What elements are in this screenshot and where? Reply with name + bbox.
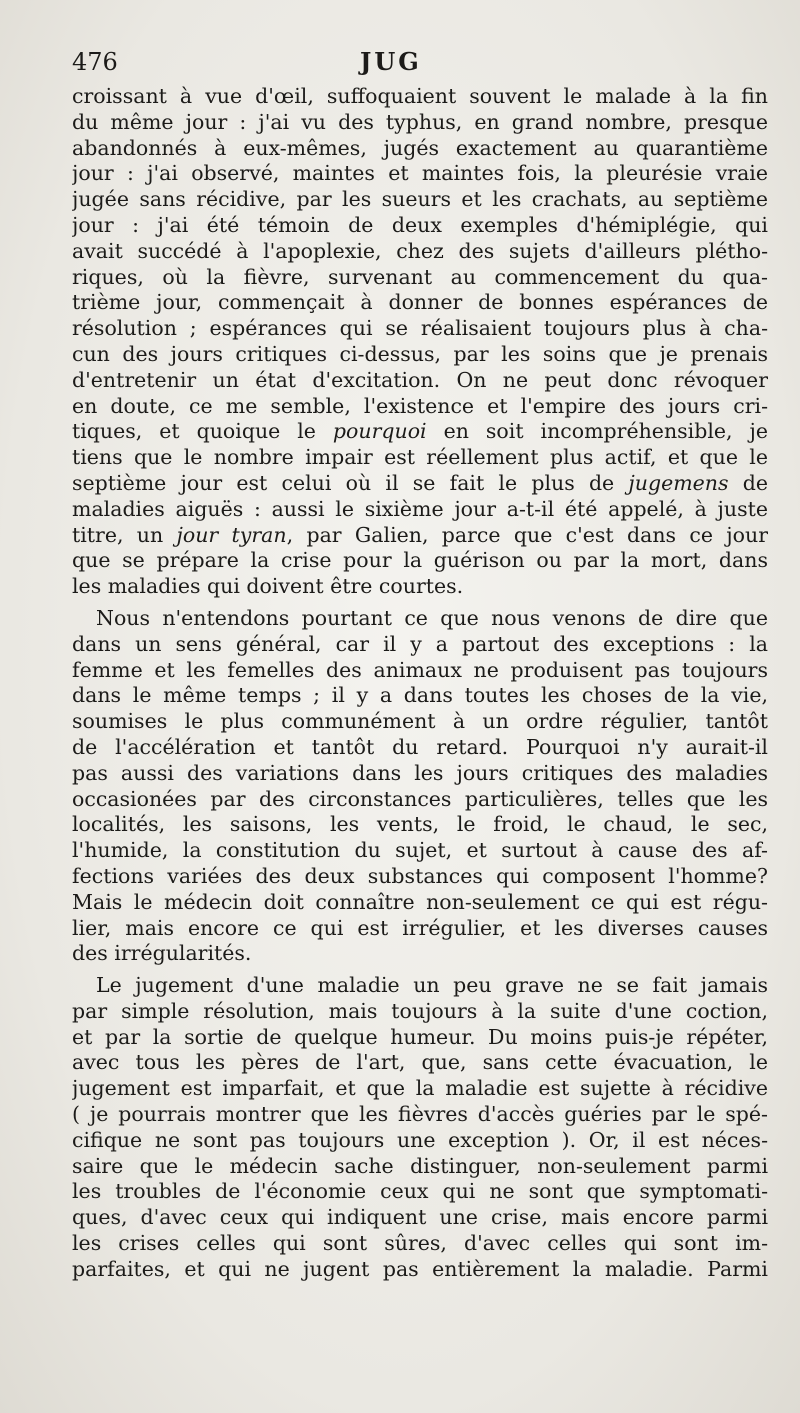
text-line: jugement est imparfait, et que la maladie est sujette à récidive [72,1076,768,1101]
text-line: fections variées des deux substances qui composent l'homme? [72,863,768,888]
text-line: de l'accélération et tantôt du retard. Pourquoi n'y aurait-il [72,734,768,759]
text-line: jour : j'ai été témoin de deux exemples d'hémiplégie, qui [72,212,768,237]
text-line: jour : j'ai observé, maintes et maintes fois, la pleurésie vraie [72,161,768,186]
text-line: lier, mais encore ce qui est irrégulier, et les diverses causes [72,915,768,940]
text-line: titre, un jour tyran, par Galien, parce que c'est dans ce jour [72,522,768,547]
text-line: résolution ; espérances qui se réalisaient toujours plus à cha- [72,316,768,341]
running-head: JUG [360,47,422,76]
text-line: septième jour est celui où il se fait le plus de jugemens de [72,470,768,495]
text-line: pas aussi des variations dans les jours critiques des maladies [72,760,768,785]
text-line: les crises celles qui sont sûres, d'avec celles qui sont im- [72,1231,768,1256]
text-line: tiques, et quoique le pourquoi en soit incompréhensible, je [72,419,768,444]
text-line: femme et les femelles des animaux ne produisent pas toujours [72,657,768,682]
text-line: jugée sans récidive, par les sueurs et les crachats, au septième [72,187,768,212]
text-line: riques, où la fièvre, survenant au commencement du qua- [72,264,768,289]
text-line: localités, les saisons, les vents, le froid, le chaud, le sec, [72,812,768,837]
text-line: en doute, ce me semble, l'existence et l'empire des jours cri- [72,393,768,418]
text-line: avait succédé à l'apoplexie, chez des sujets d'ailleurs plétho- [72,238,768,263]
text-line: les maladies qui doivent être courtes. [72,574,464,599]
text-line: tiens que le nombre impair est réellement plus actif, et que le [72,445,768,470]
text-line: trième jour, commençait à donner de bonnes espérances de [72,290,768,315]
text-line: ( je pourrais montrer que les fièvres d'accès guéries par le spé- [72,1102,768,1127]
text-line: dans le même temps ; il y a dans toutes les choses de la vie, [72,683,768,708]
text-line: d'entretenir un état d'excitation. On ne peut donc révoquer [72,367,768,392]
text-line: croissant à vue d'œil, suffoquaient souvent le malade à la fin [72,84,768,108]
text-line: Mais le médecin doit connaître non-seulement ce qui est régu- [72,889,768,914]
paragraph [72,606,768,967]
text-line: et par la sortie de quelque humeur. Du moins puis-je répéter, [72,1024,768,1049]
paragraph [72,84,768,600]
text-line: dans un sens général, car il y a partout des exceptions : la [72,631,768,656]
text-line: abandonnés à eux-mêmes, jugés exactement au quarantième [72,135,768,160]
text-line: occasionées par des circonstances particulières, telles que les [72,786,768,811]
text-line: cun des jours critiques ci-dessus, par les soins que je prenais [72,341,768,366]
text-line: Nous n'entendons pourtant ce que nous venons de dire que [96,605,768,630]
text-line: par simple résolution, mais toujours à la suite d'une coction, [72,998,768,1023]
text-line: les troubles de l'économie ceux qui ne sont que symptomati- [72,1179,768,1204]
text-line: ques, d'avec ceux qui indiquent une crise, mais encore parmi [72,1205,768,1230]
text-line: des irrégularités. [72,941,252,966]
text-line: soumises le plus communément à un ordre régulier, tantôt [72,709,768,734]
text-line: parfaites, et qui ne jugent pas entièrement la maladie. Parmi [72,1256,768,1281]
text-line: l'humide, la constitution du sujet, et surtout à cause des af- [72,838,768,863]
text-line: saire que le médecin sache distinguer, non-seulement parmi [72,1153,768,1178]
text-line: cifique ne sont pas toujours une exception ). Or, il est néces- [72,1127,768,1152]
paragraph [72,973,768,1283]
text-line: que se prépare la crise pour la guérison ou par la mort, dans [72,548,768,573]
page-number: 476 [72,48,118,76]
body-text [72,84,768,1283]
text-line: maladies aiguës : aussi le sixième jour a-t-il été appelé, à juste [72,496,768,521]
text-line: Le jugement d'une maladie un peu grave ne se fait jamais [96,973,768,998]
text-line: du même jour : j'ai vu des typhus, en grand nombre, presque [72,109,768,134]
text-line: avec tous les pères de l'art, que, sans cette évacuation, le [72,1050,768,1075]
